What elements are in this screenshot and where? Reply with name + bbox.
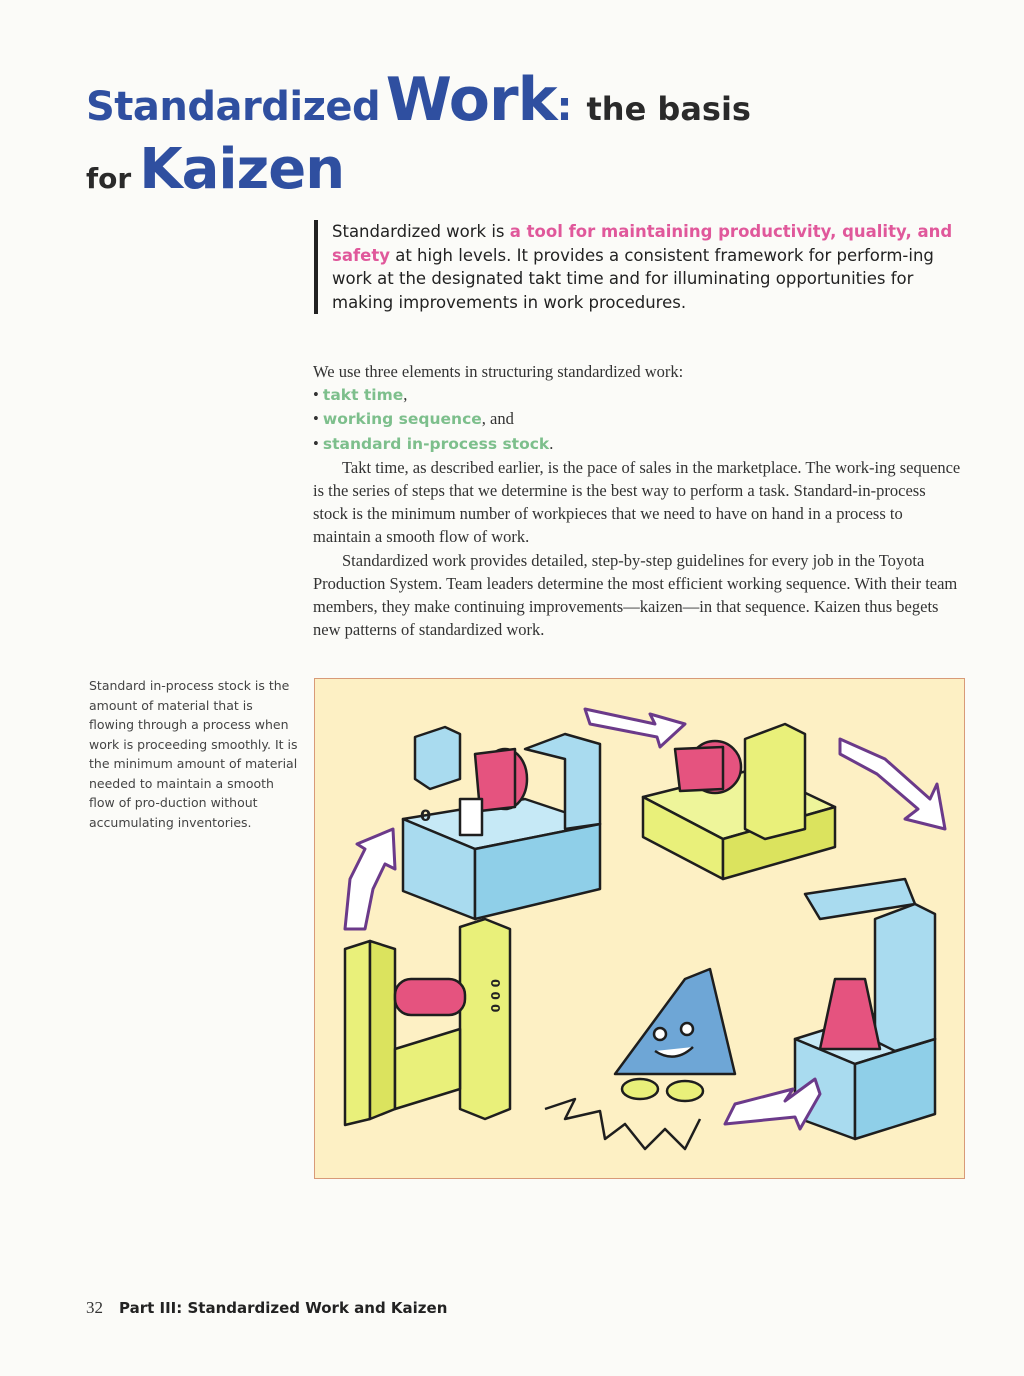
page-title-line-1 [86, 65, 751, 135]
page-title-line-2 [86, 137, 345, 202]
page-number: 32 [86, 1298, 103, 1317]
term-working-sequence: working sequence [322, 410, 482, 429]
elements-list [313, 383, 963, 456]
arrow-left [345, 829, 395, 929]
machine-lathe-blue [403, 727, 600, 919]
intro-text-1: Standardized work is [332, 222, 510, 241]
list-item-suffix: , and [481, 409, 514, 429]
list-item [313, 432, 963, 456]
kaizen-cycle-illustration [314, 678, 965, 1179]
term-standard-in-process-stock: standard in-process stock [322, 434, 550, 453]
illustration-svg [315, 679, 964, 1178]
footer-part-title: Part III: Standardized Work and Kaizen [119, 1299, 448, 1317]
list-item-suffix: . [549, 433, 554, 453]
sidenote: Standard in-process stock is the amount of material that is flowing through a process when work is proceeding smoothly. It is the minimum amount of material needed to maintain a smooth flow of pro-duction without accumulating inventories. [89, 678, 298, 830]
page-footer [86, 1298, 447, 1318]
title-kaizen: Kaizen [139, 137, 345, 202]
body-text [313, 360, 963, 641]
machine-lathe-label: 0 [420, 806, 432, 825]
machine-frame-yellow [345, 919, 510, 1125]
title-work: Work [385, 65, 557, 135]
machine-press-yellow [643, 724, 835, 879]
arrow-right [840, 739, 945, 829]
term-takt-time: takt time [322, 386, 404, 405]
title-the-basis: the basis [586, 90, 751, 128]
list-item [313, 383, 963, 407]
machine-frame-label: 0 0 0 [488, 979, 502, 1013]
paragraph-standardized-work: Standardized work provides detailed, step-by-step guidelines for every job in the Toyota Production System. Team leaders determine the most efficient working sequence. With their team members, they make continuing improvements—kaizen—in that sequence. Kaizen thus begets new patterns of standardized work. [313, 550, 958, 640]
title-for: for [86, 162, 132, 195]
list-item-suffix: , [403, 385, 408, 405]
arrow-top [585, 709, 685, 747]
mascot-character [545, 969, 735, 1149]
paragraph-takt-time: Takt time, as described earlier, is the pace of sales in the marketplace. The work-ing sequence is the series of steps that we determine is the best way to perform a task. Standard-in-process stock is the minimum number of workpieces that we need to have on hand in a process to maintain a smooth flow of work. [313, 457, 961, 547]
elements-lead: We use three elements in structuring standardized work: [313, 362, 684, 381]
intro-text-2: at high levels. It provides a consistent framework for perform-ing work at the designated takt time and for illuminating opportunities for making improvements in work procedures. [332, 245, 934, 312]
list-item [313, 407, 963, 431]
title-colon: : [556, 84, 573, 130]
title-standardized: Standardized [86, 84, 381, 130]
intro-highlight: a tool for maintaining productivity, quality, and safety [332, 222, 953, 265]
intro-paragraph [314, 220, 976, 314]
arrow-bottom [725, 1079, 820, 1129]
